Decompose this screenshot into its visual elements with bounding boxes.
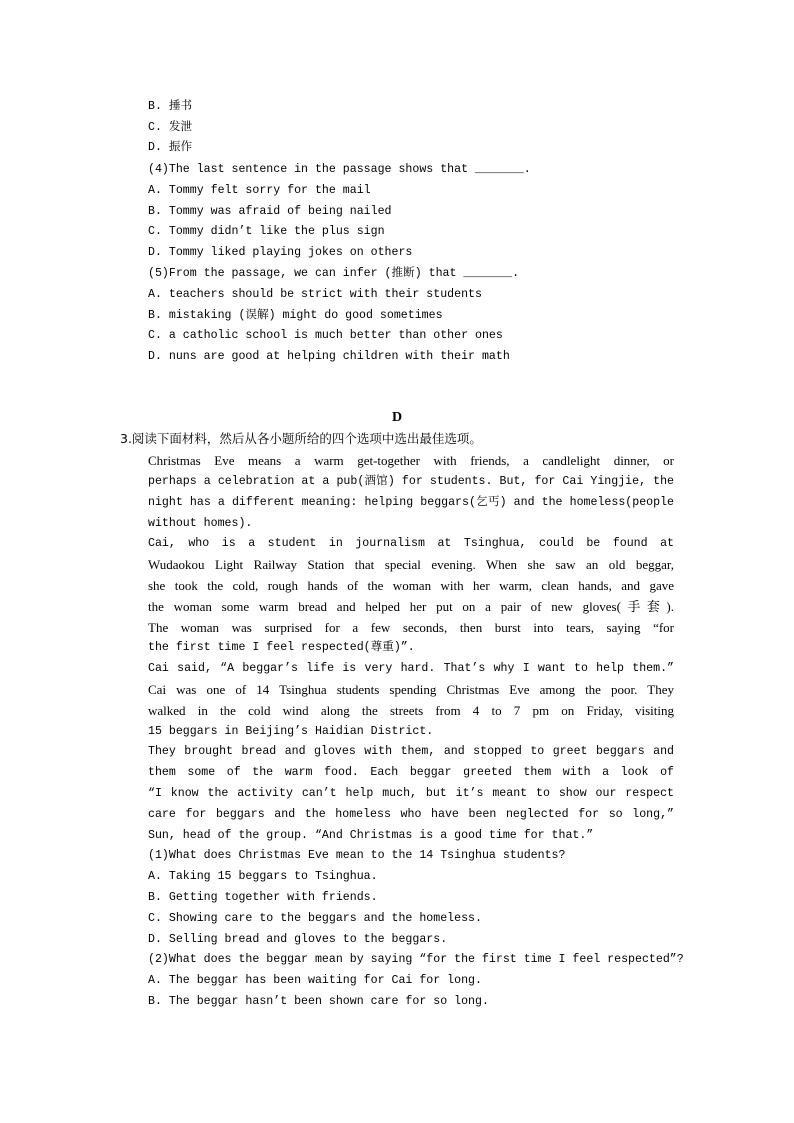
q3-option-c: C. 发泄 xyxy=(148,121,193,134)
section-title: D xyxy=(391,410,403,425)
passage-line: Cai, who is a student in journalism at Tsinghua, could be found at xyxy=(148,537,674,550)
q5-option-b: B. mistaking (误解) might do good sometimes xyxy=(148,309,443,322)
q4-option-c: C. Tommy didn’t like the plus sign xyxy=(148,225,385,238)
passage-line: she took the cold, rough hands of the woman with her warm, clean hands, and gave xyxy=(148,578,674,593)
passage-line: 15 beggars in Beijing’s Haidian District. xyxy=(148,725,434,738)
q4-option-b: B. Tommy was afraid of being nailed xyxy=(148,205,392,218)
question-2-option-b: B. The beggar hasn’t been shown care for so long. xyxy=(148,995,489,1008)
question-1-option-c: C. Showing care to the beggars and the homeless. xyxy=(148,912,482,925)
passage-line: Wudaokou Light Railway Station that special evening. When she saw an old beggar, xyxy=(148,557,674,572)
question-2-option-a: A. The beggar has been waiting for Cai for long. xyxy=(148,974,482,987)
q5-option-a: A. teachers should be strict with their students xyxy=(148,288,482,301)
question-1-option-b: B. Getting together with friends. xyxy=(148,891,378,904)
passage-line: The woman was surprised for a few seconds, then burst into tears, saying “for xyxy=(148,620,674,635)
passage-line: Sun, head of the group. “And Christmas is a good time for that.” xyxy=(148,829,594,842)
passage-line: without homes). xyxy=(148,517,253,530)
passage-line: Christmas Eve means a warm get-together with friends, a candlelight dinner, or xyxy=(148,453,674,468)
question-1-stem: (1)What does Christmas Eve mean to the 14 Tsinghua students? xyxy=(148,849,566,862)
question-1-option-d: D. Selling bread and gloves to the beggars. xyxy=(148,933,448,946)
passage-line: They brought bread and gloves with them, and stopped to greet beggars and xyxy=(148,745,674,758)
passage-line: the woman some warm bread and helped her put on a pair of new gloves(手套). xyxy=(148,599,674,614)
question-2-stem: (2)What does the beggar mean by saying “for the first time I feel respected”? xyxy=(148,953,684,966)
q5-option-d: D. nuns are good at helping children with their math xyxy=(148,350,510,363)
q4-stem: (4)The last sentence in the passage shows that _______. xyxy=(148,163,531,176)
passage-line: Cai was one of 14 Tsinghua students spending Christmas Eve among the poor. They xyxy=(148,682,674,697)
section-instruction: 3.阅读下面材料，然后从各小题所给的四个选项中选出最佳选项。 xyxy=(120,431,482,446)
passage-line: night has a different meaning: helping beggars(乞丐) and the homeless(people xyxy=(148,496,674,509)
passage-line: perhaps a celebration at a pub(酒馆) for students. But, for Cai Yingjie, the xyxy=(148,475,674,488)
passage-line: walked in the cold wind along the streets from 4 to 7 pm on Friday, visiting xyxy=(148,703,674,718)
passage-line: care for beggars and the homeless who have been neglected for so long,” xyxy=(148,808,674,821)
question-1-option-a: A. Taking 15 beggars to Tsinghua. xyxy=(148,870,378,883)
q3-option-b: B. 捶书 xyxy=(148,100,193,113)
q3-option-d: D. 振作 xyxy=(148,141,193,154)
q5-stem: (5)From the passage, we can infer (推断) that _______. xyxy=(148,267,520,280)
passage-line: them some of the warm food. Each beggar greeted them with a look of xyxy=(148,766,674,779)
passage-line: Cai said, “A beggar’s life is very hard. That’s why I want to help them.” xyxy=(148,662,674,675)
q4-option-d: D. Tommy liked playing jokes on others xyxy=(148,246,413,259)
q4-option-a: A. Tommy felt sorry for the mail xyxy=(148,184,371,197)
passage-line: “I know the activity can’t help much, but it’s meant to show our respect xyxy=(148,787,674,800)
passage-line: the first time I feel respected(尊重)”. xyxy=(148,641,415,654)
q5-option-c: C. a catholic school is much better than other ones xyxy=(148,329,503,342)
